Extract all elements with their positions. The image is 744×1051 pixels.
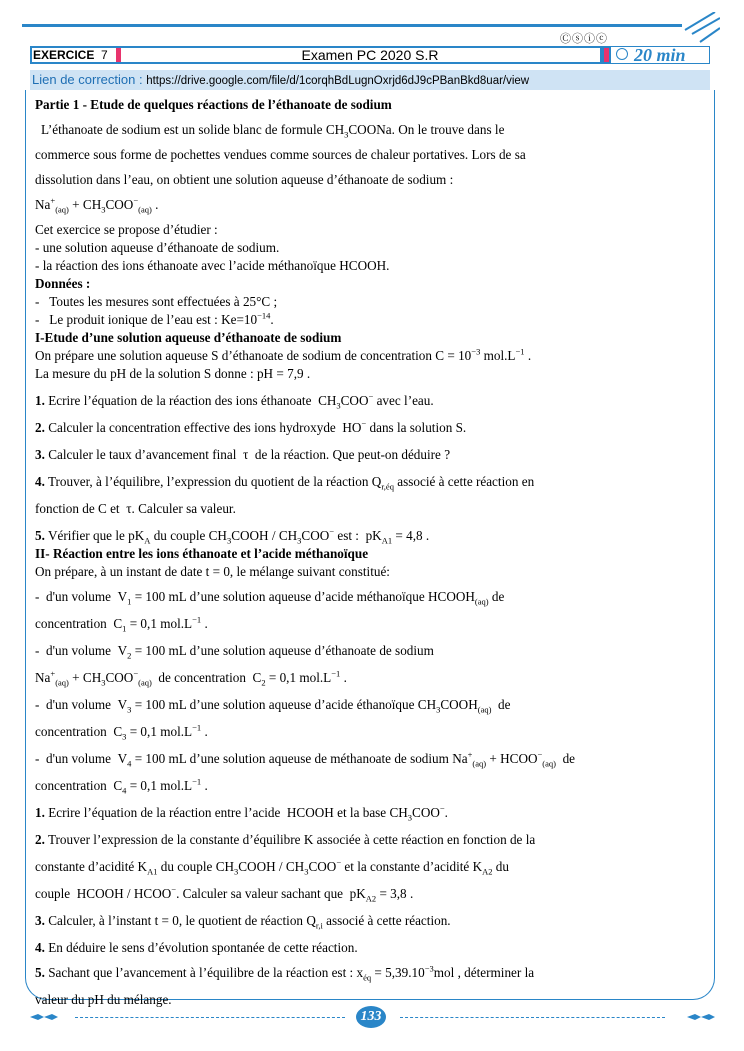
exam-title: Examen PC 2020 S.R: [301, 47, 439, 63]
s1-question-1: 1. Ecrire l’équation de la réaction des ions éthanoate $CH_3COO^-$ avec l’eau.: [35, 391, 434, 411]
correction-link[interactable]: https://drive.google.com/file/d/1corqhBdLugnOxrjd6dJ9cPBanBkd8uar/view: [146, 75, 530, 87]
s1-question-2: 2. Calculer la concentration effective des ions hydroxyde HO− dans la solution S.: [35, 418, 467, 435]
s2-question-5: 5. Sachant que l’avancement à l’équilibre de la réaction est : $x_{éq} = 5,39.10^{-3}mol$ , déterminer la: [35, 963, 535, 983]
part1-title: Partie 1 - Etude de quelques réactions de l’éthanoate de sodium: [35, 97, 392, 112]
link-label: Lien de correction :: [32, 72, 143, 87]
s1-question-5: 5. Vérifier que le $pK_A$ du couple $CH_3COOH / CH_3COO^-$ est : $pK_{A1} = 4,8$ .: [35, 526, 430, 546]
exercise-label: EXERCICE 7: [33, 48, 108, 62]
pink-marker-right: [604, 48, 609, 62]
header-rule: [22, 24, 682, 27]
footer-ornament-left: [30, 1013, 70, 1021]
license-icons: Ⓒⓢⓘⓒ: [560, 32, 608, 45]
s2-question-2: 2. Trouver l’expression de la constante d’équilibre K associée à cette réaction en fonction de la: [35, 832, 536, 847]
s2-question-3: 3. Calculer, à l’instant t = 0, le quotient de réaction $Q_{r,i}$ associé à cette réaction.: [35, 913, 451, 931]
dissolution-formula: $Na^+_{(aq)} + CH_3COO^-_{(aq)}$ .: [35, 195, 159, 215]
page-number: 133: [356, 1006, 386, 1028]
correction-link-row: [30, 70, 710, 90]
footer-ornament-right: [675, 1013, 715, 1021]
s2-question-1: 1. Ecrire l’équation de la réaction entre l’acide HCOOH et la base $CH_3COO^-$.: [35, 803, 448, 823]
s2-question-4: 4. En déduire le sens d’évolution spontanée de cette réaction.: [35, 940, 358, 955]
s1-question-4: 4. Trouver, à l’équilibre, l’expression du quotient de la réaction $Q_{r,éq}$ associé à cette réaction en: [35, 474, 535, 492]
data-title: Données :: [35, 276, 91, 291]
section2-title: II- Réaction entre les ions éthanoate et l’acide méthanoïque: [35, 546, 369, 561]
footer-rule-right: [400, 1017, 665, 1018]
section1-title: I-Etude d’une solution aqueuse d’éthanoate de sodium: [35, 330, 342, 345]
exercise-content: Partie 1 - Etude de quelques réactions de l’éthanoate de sodium L’éthanoate de sodium est un solide blanc de formule $CH_3COONa$. On le trouve dans le commerce sous forme de pochettes vendues comme sources de chaleur portatives. Lors de sa dissolution dans l’eau, on obtient une solution aqueuse d’éthanoate de sodium : $Na^+_{(aq)} + CH_3COO^-_{(aq)}$ . Cet exercice se propose d’étudier : - une solution aqueuse d’éthanoate de sodium. - la réaction des ions éthanoate avec l’acide méthanoïque HCOOH. Données : - Toutes les mesures sont effectuées à 25°C ; - Le produit ionique de l’eau est : $Ke=10^{-14}$. I-Etude d’une solution aqueuse d’éthanoate de sodium On prépare une solution aqueuse S d’éthanoate de sodium de concentration $C = 10^{-3}$ $mol.L^{-1}$ . La mesure du pH de la solution S donne : pH = 7,9 . 1. Ecrire l’équation de la réaction des ions éthanoate $CH_3COO^-$ avec l’eau. 2. Calculer la concentration effective des ions hydroxyde HO− dans la solution S. 3. Calculer le taux d’avancement final τ de la réaction. Que peut-on déduire ? 4. Trouver, à l’équilibre, l’expression du quotient de la réaction $Q_{r,éq}$ associé à cette réaction en fonction de C et τ. Calculer sa valeur. 5. Vérifier que le $pK_A$ du couple $CH_3COOH / CH_3COO^-$ est : $pK_{A1} = 4,8$ . II- Réaction entre les ions éthanoate et l’acide méthanoïque On prépare, à un instant de date t = 0, le mélange suivant constitué: - d'un volume $V_1 = 100$ mL d’une solution aqueuse d’acide méthanoïque $HCOOH_{(aq)}$ de concentration $C_1 = 0,1$ $mol.L^{-1}$ . - d'un volume $V_2 = 100$ mL d’une solution aqueuse d’éthanoate de sodium $Na^+_{(aq)} + CH_3COO^-_{(aq)}$ de concentration $C_2 = 0,1$ $mol.L^{-1}$ . - d'un volume $V_3 = 100$ mL d’une solution aqueuse d’acide éthanoïque $CH_3COOH_{(aq)}$ de concentration $C_3 = 0,1$ $mol.L^{-1}$ . - d'un volume $V_4 = 100$ mL d’une solution aqueuse de méthanoate de sodium $Na^+_{(aq)}$ + $HCOO^-_{(aq)}$ de concentration $C_4 = 0,1$ $mol.L^{-1}$ . 1. Ecrire l’équation de la réaction entre l’acide HCOOH et la base $CH_3COO^-$. 2. Trouver l’expression de la constante d’équilibre K associée à cette réaction en fonction de la constante d’acidité $K_{A1}$ du couple $CH_3COOH / CH_3COO^-$ et la constante d’acidité $K_{A2}$ du couple HCOOH / HCOO−. Calculer sa valeur sachant que $pK_{A2} = 3,8$ . 3. Calculer, à l’instant t = 0, le quotient de réaction $Q_{r,i}$ associé à cette réaction. 4. En déduire le sens d’évolution spontanée de cette réaction. 5. Sachant que l’avancement à l’équilibre de la réaction est : $x_{éq} = 5,39.10^{-3}mol$ , déterminer la valeur du pH du mélange.: [35, 96, 700, 1009]
s1-question-3: 3. Calculer le taux d’avancement final τ de la réaction. Que peut-on déduire ?: [35, 447, 451, 462]
timer-text: 20 min: [634, 45, 686, 65]
clock-icon: [616, 48, 628, 60]
footer-rule-left: [75, 1017, 345, 1018]
pink-marker-left: [116, 48, 121, 62]
